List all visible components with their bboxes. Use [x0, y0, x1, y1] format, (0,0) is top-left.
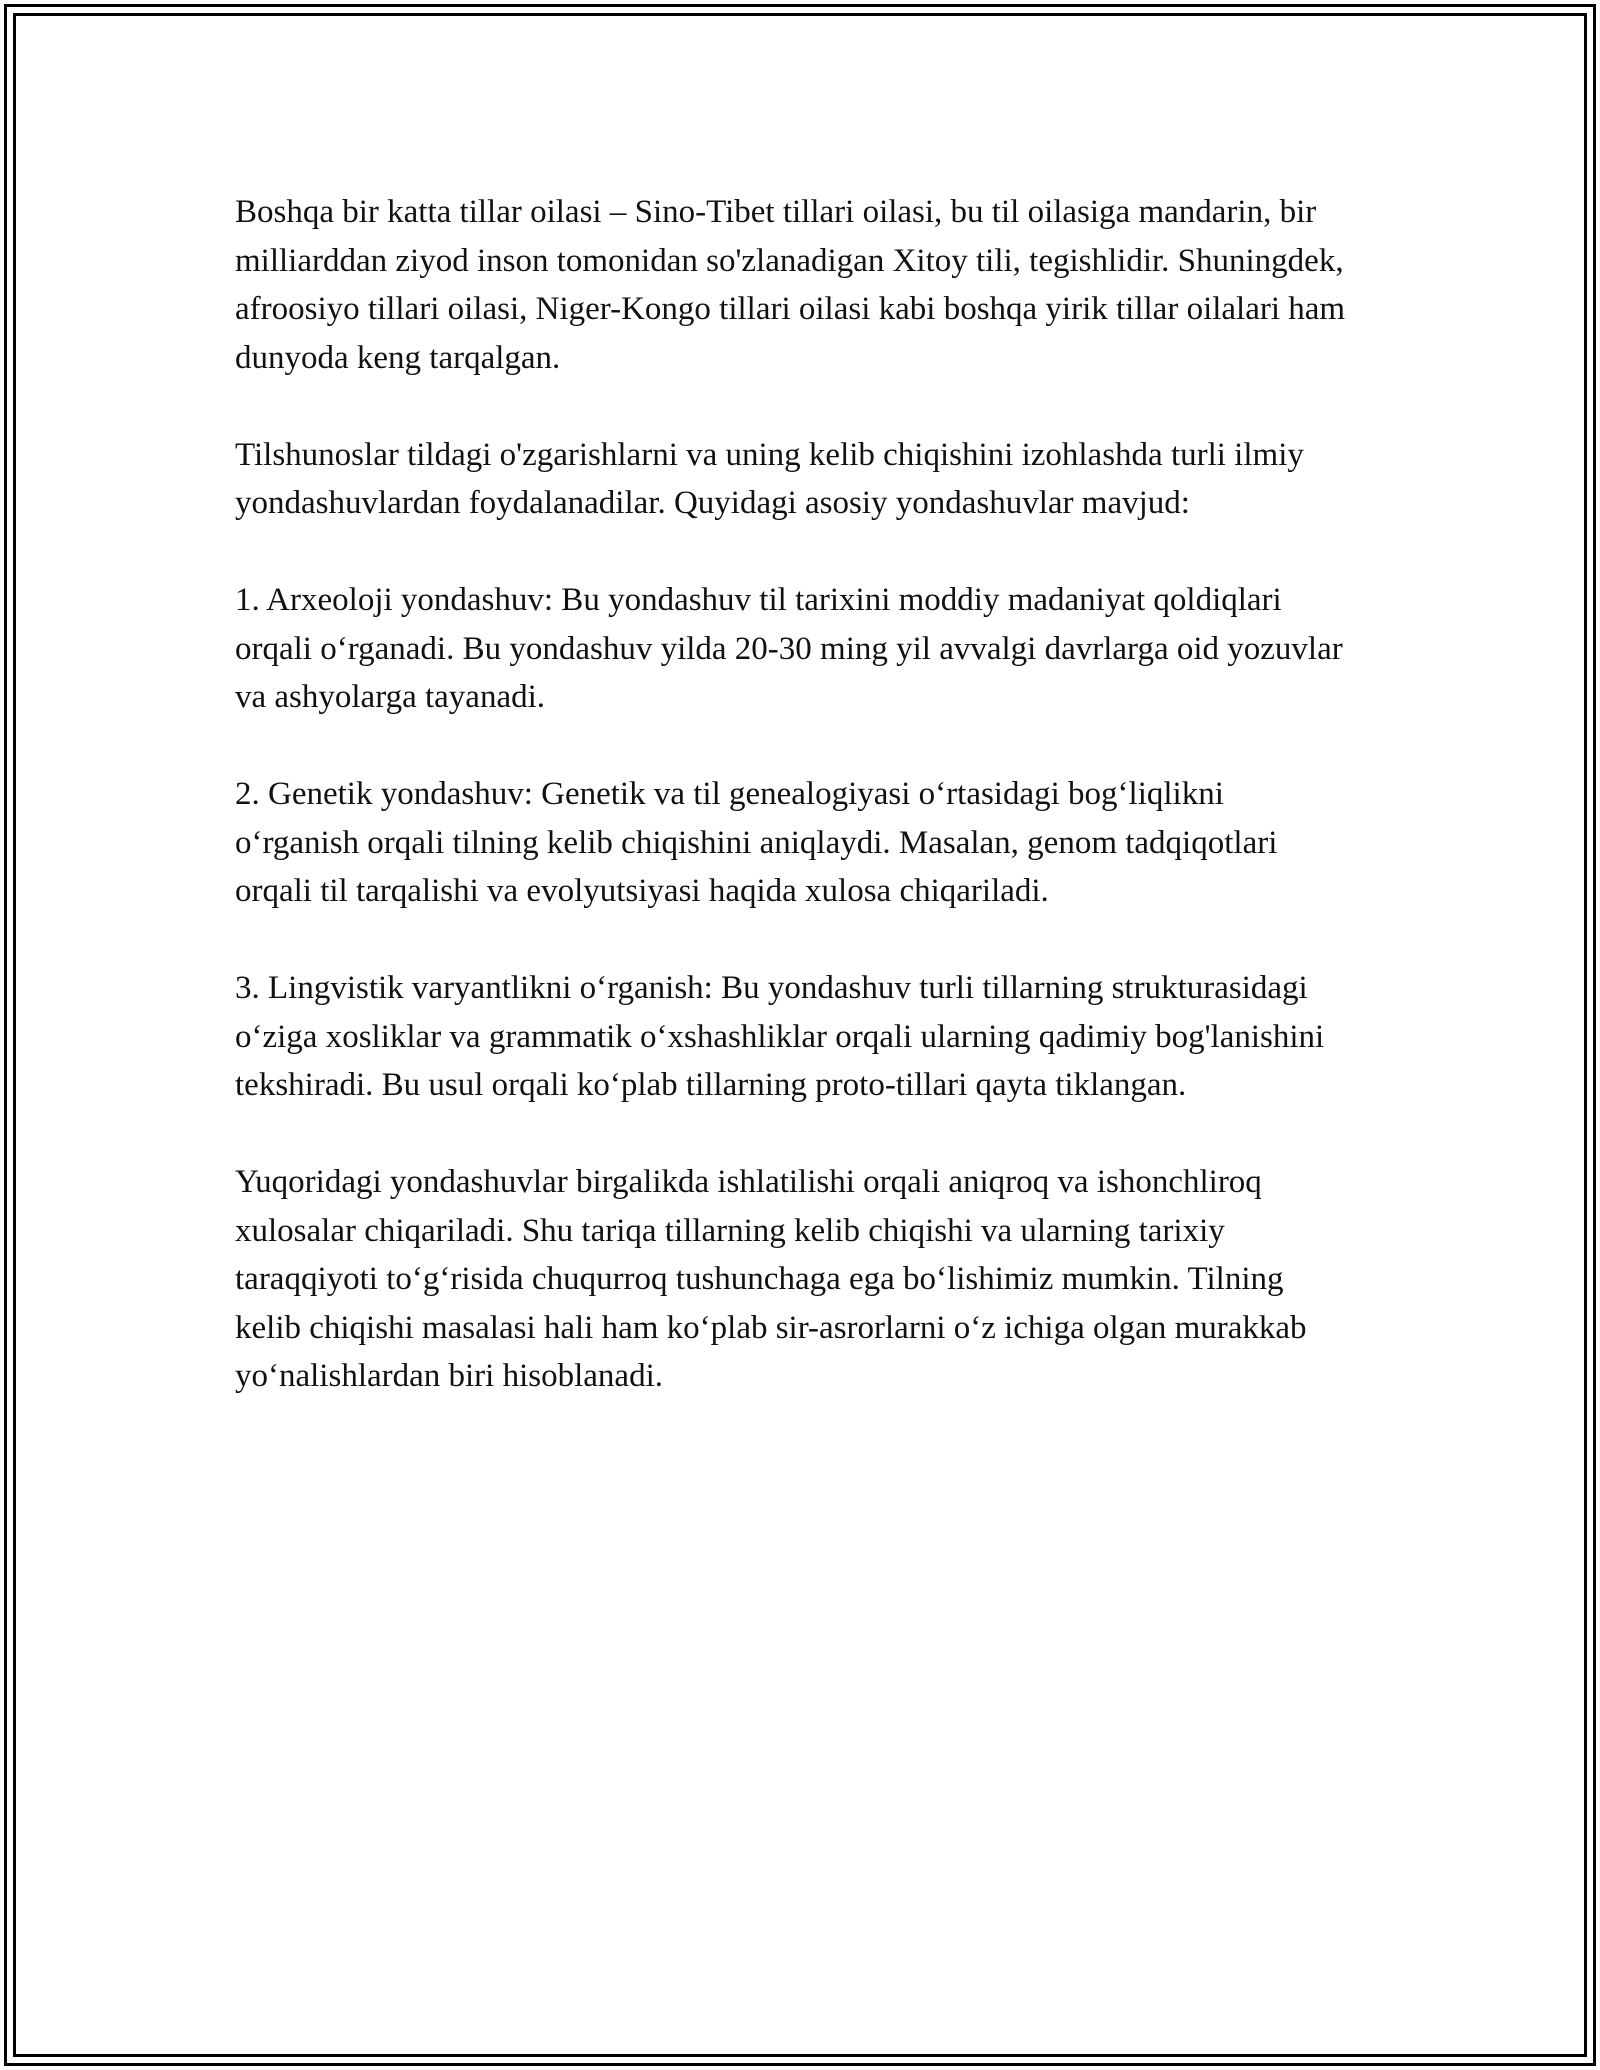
paragraph-archaeological-approach: 1. Arxeoloji yondashuv: Bu yondashuv til tarixini moddiy madaniyat qoldiqlari orqali oʻrganadi. Bu yondashuv yilda 20-30 ming yil avvalgi davrlarga oid yozuvlar va ashyolarga tayanadi.: [235, 582, 1343, 715]
paragraph-approaches-intro: Tilshunoslar tildagi o'zgarishlarni va uning kelib chiqishini izohlashda turli ilmiy yondashuvlardan foydalanadilar. Quyidagi asosiy yondashuvlar mavjud:: [235, 436, 1304, 521]
paragraph-linguistic-approach: 3. Lingvistik varyantlikni oʻrganish: Bu yondashuv turli tillarning strukturasidagi oʻziga xosliklar va grammatik oʻxshashliklar orqali ularning qadimiy bog'lanishini tekshiradi. Bu usul orqali koʻplab tillarning proto-tillari qayta tiklangan.: [235, 970, 1325, 1103]
paragraph-conclusion: Yuqoridagi yondashuvlar birgalikda ishlatilishi orqali aniqroq va ishonchliroq xulosalar chiqariladi. Shu tariqa tillarning kelib chiqishi va ularning tarixiy taraqqiyoti toʻgʻrisida chuqurroq tushunchaga ega boʻlishimiz mumkin. Tilning kelib chiqishi masalasi hali ham koʻplab sir-asrorlarni oʻz ichiga olgan murakkab yoʻnalishlardan biri hisoblanadi.: [235, 1164, 1307, 1394]
paragraph-genetic-approach: 2. Genetik yondashuv: Genetik va til genealogiyasi oʻrtasidagi bogʻliqlikni oʻrganish orqali tilning kelib chiqishini aniqlaydi. Masalan, genom tadqiqotlari orqali til tarqalishi va evolyutsiyasi haqida xulosa chiqariladi.: [235, 776, 1278, 909]
document-body: [235, 188, 1355, 1449]
paragraph-language-families: Boshqa bir katta tillar oilasi – Sino-Tibet tillari oilasi, bu til oilasiga mandarin, bir milliarddan ziyod inson tomonidan so'zlanadigan Xitoy tili, tegishlidir. Shuningdek, afroosiyo tillari oilasi, Niger-Kongo tillari oilasi kabi boshqa yirik tillar oilalari ham dunyoda keng tarqalgan.: [235, 194, 1346, 376]
